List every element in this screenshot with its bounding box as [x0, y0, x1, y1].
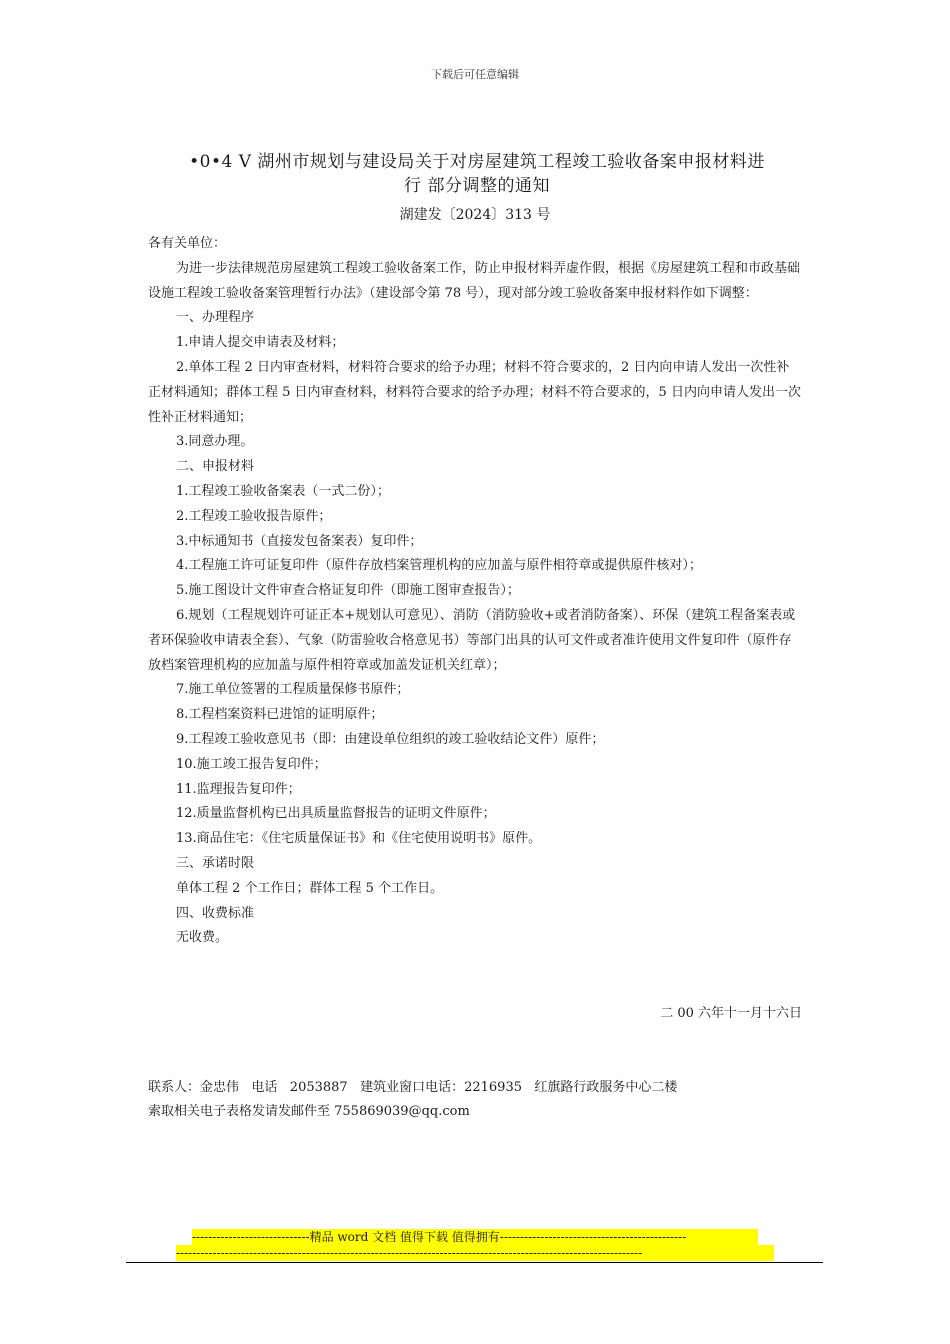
footer-divider	[126, 1262, 823, 1263]
time-limit-text: 单体工程 2 个工作日；群体工程 5 个工作日。	[176, 880, 444, 896]
material-item: 6.规划（工程规划许可证正本+规划认可意见）、消防（消防验收+或者消防备案）、环保（建筑工程备案表或者环保验收申请表全套）、气象（防雷验收合格意见书）等部门出具的认可文件或者准许使用文件复印件（原件存放档案管理机构的应加盖与原件相符章或加盖发证机关红章）；	[148, 607, 796, 673]
material-item: 11.监理报告复印件；	[176, 781, 301, 797]
document-number: 湖建发〔2024〕313 号	[399, 207, 551, 223]
material-item: 12.质量监督机构已出具质量监督报告的证明文件原件；	[176, 806, 496, 822]
title-line-2: 行 部分调整的通知	[404, 176, 550, 196]
material-item: 1.工程竣工验收备案表（一式二份）；	[176, 483, 390, 499]
material-item: 8.工程档案资料已进馆的证明原件；	[176, 707, 384, 723]
procedure-item: 1.申请人提交申请表及材料；	[176, 335, 345, 351]
procedure-item: 3.同意办理。	[176, 434, 254, 450]
material-item: 3.中标通知书（直接发包备案表）复印件；	[176, 533, 423, 549]
section-heading-materials: 二、申报材料	[176, 459, 255, 475]
contact-info	[148, 1076, 802, 1124]
contact-line-2: 索取相关电子表格发请发邮件至 755869039@qq.com	[148, 1104, 470, 1119]
section-heading-time-limit: 三、承诺时限	[176, 855, 255, 871]
salutation: 各有关单位：	[148, 236, 227, 251]
footer-banner-line-1: -----------------------------精品 word 文档 值得下载 值得拥有----------------------------------------------	[192, 1229, 758, 1245]
material-item: 13.商品住宅：《住宅质量保证书》和《住宅使用说明书》原件。	[176, 831, 542, 847]
document-title	[150, 150, 804, 198]
fees-text: 无收费。	[176, 930, 229, 946]
material-item: 7.施工单位签署的工程质量保修书原件；	[176, 682, 410, 698]
footer-banner-line-2: -------------------------------------------------------------------------------------------------------------------	[176, 1245, 774, 1261]
material-item: 4.工程施工许可证复印件（原件存放档案管理机构的应加盖与原件相符章或提供原件核对）；	[176, 558, 702, 574]
title-line-1: •0•4 V 湖州市规划与建设局关于对房屋建筑工程竣工验收备案申报材料进	[189, 152, 765, 172]
document-body	[148, 232, 802, 951]
footer-banner	[176, 1229, 776, 1261]
material-item: 9.工程竣工验收意见书（即：由建设单位组织的竣工验收结论文件）原件；	[176, 731, 605, 747]
procedure-item: 2.单体工程 2 日内审查材料，材料符合要求的给予办理；材料不符合要求的，2 日内向申请人发出一次性补正材料通知；群体工程 5 日内审查材料，材料符合要求的给予办理；材料不符合要求的，5 日内向申请人发出一次性补正材料通知；	[148, 359, 801, 425]
section-heading-procedure: 一、办理程序	[176, 310, 255, 326]
material-item: 2.工程竣工验收报告原件；	[176, 508, 332, 524]
intro-paragraph: 为进一步法律规范房屋建筑工程竣工验收备案工作，防止申报材料弄虚作假，根据《房屋建筑工程和市政基础设施工程竣工验收备案管理暂行办法》（建设部令第 78 号），现对部分竣工验收备案申报材料作如下调整：	[148, 260, 801, 301]
section-heading-fees: 四、收费标准	[176, 905, 255, 921]
header-note: 下载后可任意编辑	[431, 68, 519, 81]
material-item: 10.施工竣工报告复印件；	[176, 756, 327, 772]
issue-date: 二 00 六年十一月十六日	[660, 1006, 802, 1021]
material-item: 5.施工图设计文件审查合格证复印件（即施工图审查报告）；	[176, 583, 520, 599]
contact-line-1: 联系人：金忠伟 电话 2053887 建筑业窗口电话：2216935 红旗路行政服务中心二楼	[148, 1080, 678, 1095]
